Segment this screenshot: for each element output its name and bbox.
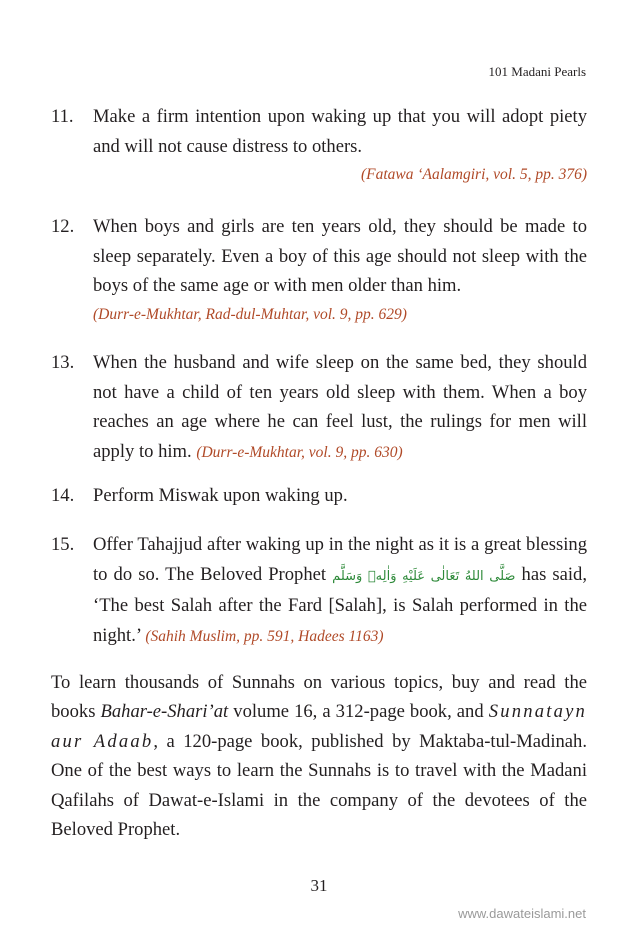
list-item-11 <box>51 102 587 189</box>
item-reference: (Fatawa ‘Aalamgiri, vol. 5, pp. 376) <box>360 166 587 183</box>
arabic-salutation: صَلَّى اللهُ تَعَالٰى عَلَيْهِ وَاٰلِهٖ وَسَلَّم <box>332 568 516 584</box>
list-item-14 <box>51 481 587 511</box>
item-text: Make a firm intention upon waking up that you will adopt piety and will not cause distress to others. <box>93 106 587 157</box>
item-text-continued: has said, ‘The best Salah after the Fard [Salah], is Salah performed in the night.’ <box>93 563 587 646</box>
item-text: When the husband and wife sleep on the same bed, they should not have a child of ten years old sleep with them. When a boy reaches an age where he can feel lust, the rulings for men will apply to him. <box>93 352 587 462</box>
item-body <box>93 530 587 651</box>
item-body <box>93 102 587 189</box>
item-reference: (Durr-e-Mukhtar, vol. 9, pp. 630) <box>196 443 403 461</box>
item-reference: (Durr-e-Mukhtar, Rad-dul-Muhtar, vol. 9, pp. 629) <box>93 305 407 323</box>
closing-paragraph <box>51 668 587 844</box>
paragraph-text: volume 16, a 312-page book, and <box>233 701 484 723</box>
item-number: 12. <box>51 216 75 237</box>
item-number: 11. <box>51 106 74 127</box>
item-number: 14. <box>51 485 75 506</box>
item-body <box>93 348 587 467</box>
book-title: Sunnatayn aur Adaab <box>51 701 588 752</box>
book-title: Bahar-e-Shari’at <box>100 701 229 723</box>
page-number: 31 <box>310 876 328 895</box>
item-number: 13. <box>51 352 75 373</box>
item-reference: (Sahih Muslim, pp. 591, Hadees 1163) <box>145 627 384 645</box>
running-header: 101 Madani Pearls <box>488 64 586 79</box>
item-body <box>93 481 587 511</box>
item-body <box>93 212 587 329</box>
list-item-13 <box>51 348 587 467</box>
item-number: 15. <box>51 534 75 555</box>
paragraph-text: To learn thousands of Sunnahs on various topics, buy and read the books <box>51 672 587 723</box>
website-url: www.dawateislami.net <box>458 906 586 921</box>
paragraph-text: , a 120-page book, published by Maktaba-tul-Madinah. One of the best ways to learn the Sunnahs is to travel with the Madani Qafilahs of Dawat-e-Islami in the company of the devotees of the Beloved Prophet. <box>51 730 587 841</box>
list-item-15 <box>51 530 587 651</box>
item-text: When boys and girls are ten years old, they should be made to sleep separately. Even a boy of this age should not sleep with the boys of the same age or with men older than him. <box>93 216 587 296</box>
item-text: Offer Tahajjud after waking up in the night as it is a great blessing to do so. The Beloved Prophet <box>93 534 587 585</box>
item-text: Perform Miswak upon waking up. <box>93 485 348 506</box>
list-item-12 <box>51 212 587 329</box>
